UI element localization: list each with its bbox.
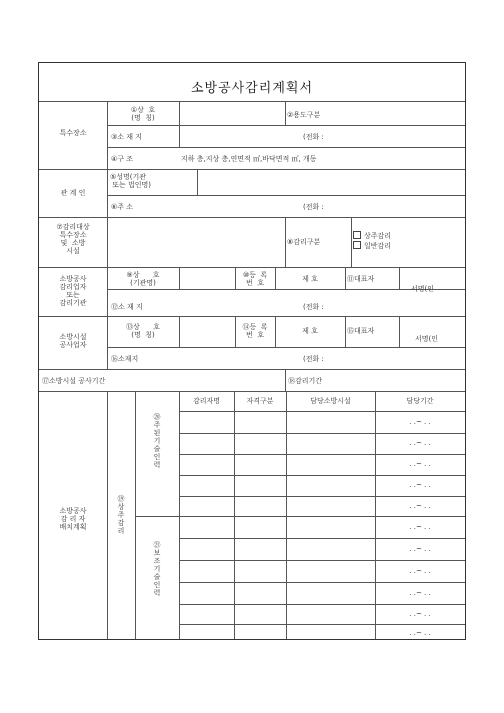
date-cell: . .~ . . [409,629,431,637]
col-divider [197,169,198,195]
option-resident-text: 상주감리 [364,232,392,240]
page-title: 소방공사감리계획서 [190,81,314,96]
staff-row-line [180,582,465,583]
main-staff-label: ⑳주된기술인력 [153,413,161,469]
supervisor-reg-label: ⑩등 록 번 호 [242,271,268,287]
row-divider [39,316,465,317]
header-qualification: 자격구분 [246,397,274,405]
person-phone-label: (전화 : [303,203,324,211]
aux-staff-label: ㉑보조기술인력 [153,541,161,597]
contractor-address-label: ⑯소재지 [111,355,139,363]
use-label: ②용도구분 [287,111,321,119]
col-divider [179,391,180,639]
structure-detail: 지하 층,지상 층,연면적 ㎡,바닥면적 ㎡, 개동 [181,155,317,163]
staff-row-line [180,604,465,605]
date-cell: . .~ . . [409,567,431,575]
address-label: ③소 재 지 [111,133,143,141]
person-name-label: ⑤성명(기관 또는 법인명) [110,173,151,189]
row-divider [107,347,465,348]
checkbox-general[interactable] [353,241,361,249]
row-divider [39,169,465,170]
date-cell: . .~ . . [409,418,431,426]
staff-row-line [180,538,465,539]
date-cell: . .~ . . [409,481,431,489]
related-person-label: 관 계 인 [60,189,86,197]
staff-row-line [180,411,465,412]
checkbox-resident[interactable] [353,231,361,239]
col-divider [399,267,400,290]
option-resident[interactable] [353,231,391,240]
col-divider [135,391,136,639]
col-divider [179,101,180,147]
row-divider [107,147,465,148]
header-period: 담당기간 [406,397,434,405]
col-divider [179,267,180,290]
header-name: 감리자명 [192,397,221,405]
col-divider [399,316,400,347]
contractor-phone-label: (전화 : [303,355,324,363]
staff-row-line [180,475,465,476]
date-cell: . .~ . . [409,460,431,468]
target-label: ⑦감리대상 특수장소 및 소방 시설 [56,223,90,255]
col-divider [234,391,235,639]
staff-row-line [180,454,465,455]
supervisor-label: 소방공사 감리업자 또는 감리기관 [59,275,87,307]
staff-row-line [180,624,465,625]
construction-period-label: ⑰소방시설 공사기간 [42,377,106,385]
staff-row-line [180,433,465,434]
row-divider [39,101,465,102]
date-cell: . .~ . . [409,610,431,618]
supervisor-name-label: ⑨상 호 (기관명) [126,271,160,287]
date-cell: . .~ . . [409,589,431,597]
contractor-sign-label: 서명(인 [415,335,439,343]
phone-label: (전화 : [303,133,324,141]
name-label: ①상 호 (명 칭) [130,106,156,122]
col-divider [351,217,352,268]
supervision-type-label: ⑧감리구분 [287,238,321,246]
col-divider [107,391,108,639]
special-place-label: 특수장소 [59,129,87,137]
supervisor-reg-value: 제 호 [302,275,318,283]
option-general[interactable] [353,241,391,250]
person-address-label: ⑥주 소 [111,203,134,211]
date-cell: . .~ . . [409,545,431,553]
supervisor-address-label: ⑫소 재 지 [111,303,143,311]
header-facility: 담당소방시설 [310,397,351,405]
staff-row-line [180,496,465,497]
contractor-name-label: ⑬상 호 (명 칭) [126,323,160,339]
col-divider [179,316,180,347]
supervisor-sign-label: 서명(인 [411,285,435,293]
col-divider [285,217,286,268]
date-cell: . .~ . . [409,523,431,531]
staff-row-line [180,560,465,561]
staff-row-line [135,516,465,517]
date-cell: . .~ . . [409,502,431,510]
row-divider [39,369,465,370]
contractor-rep-label: ⑮대표자 [347,327,375,335]
row-divider [107,195,465,196]
supervisor-rep-label: ⑪대표자 [347,275,375,283]
supervision-period-label: ⑱감리기간 [288,377,323,385]
resident-label: ⑲상주감리 [117,495,125,535]
col-divider [375,391,376,639]
contractor-reg-value: 제 호 [302,327,318,335]
row-divider [39,391,465,392]
date-cell: . .~ . . [409,439,431,447]
supervisor-phone-label: (전화 : [303,303,324,311]
col-divider [345,267,346,290]
plan-form [38,62,466,640]
structure-label: ④구 조 [111,155,134,163]
row-divider [39,267,465,268]
col-divider [286,391,287,639]
row-divider [39,217,465,218]
staffing-label: 소방공사 감 리 자 배치계획 [59,507,87,531]
row-divider [107,125,465,126]
contractor-reg-label: ⑭등 록 번 호 [242,323,268,339]
option-general-text: 일반감리 [364,242,392,250]
col-divider [345,316,346,347]
contractor-label: 소방시설 공사업자 [59,333,87,349]
col-divider [285,369,286,392]
col-divider [285,101,286,126]
